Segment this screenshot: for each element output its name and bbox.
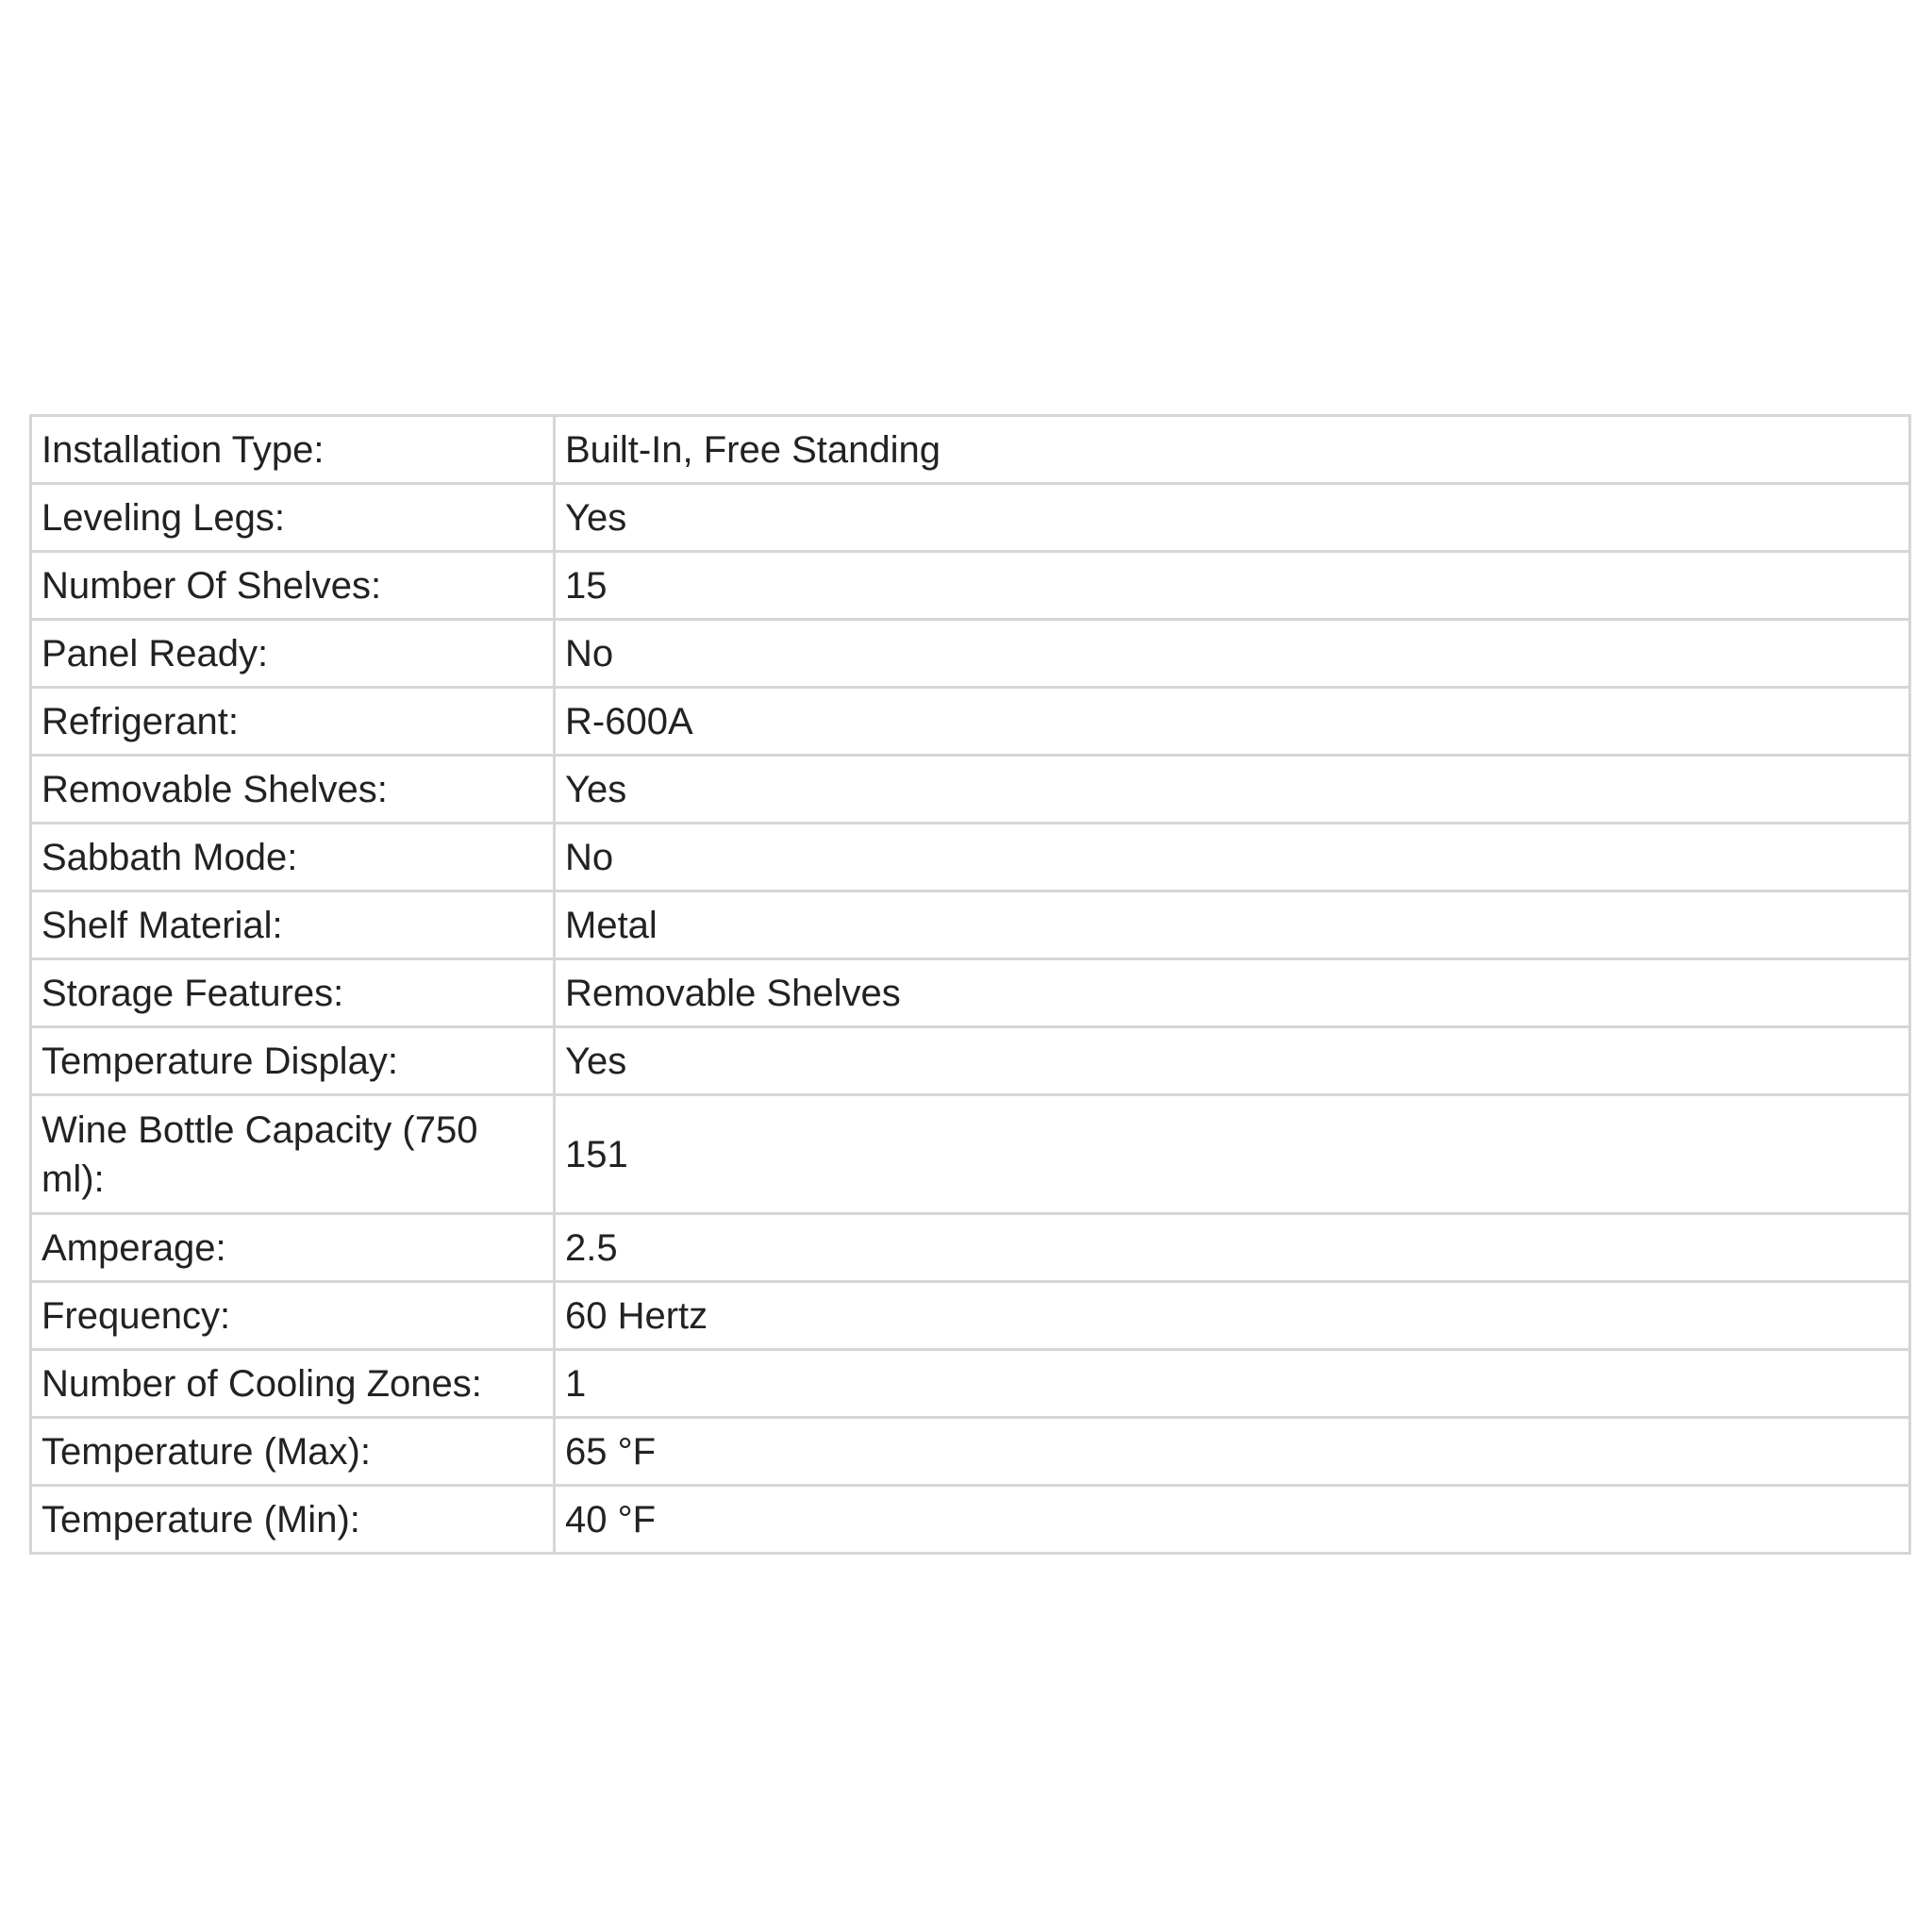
spec-value: Yes: [555, 1027, 1910, 1095]
spec-value: R-600A: [555, 688, 1910, 756]
spec-label: Wine Bottle Capacity (750 ml):: [31, 1095, 555, 1214]
spec-value: 15: [555, 552, 1910, 620]
spec-label: Temperature (Min):: [31, 1486, 555, 1554]
spec-value: Yes: [555, 484, 1910, 552]
table-row: [31, 1214, 1910, 1282]
table-row: [31, 1350, 1910, 1418]
spec-label: Frequency:: [31, 1282, 555, 1350]
table-row: [31, 1486, 1910, 1554]
table-row: [31, 1282, 1910, 1350]
spec-value: Metal: [555, 891, 1910, 959]
spec-label: Removable Shelves:: [31, 756, 555, 824]
spec-label: Storage Features:: [31, 959, 555, 1027]
spec-value: No: [555, 620, 1910, 688]
spec-label: Amperage:: [31, 1214, 555, 1282]
spec-label: Shelf Material:: [31, 891, 555, 959]
spec-value: Built-In, Free Standing: [555, 416, 1910, 484]
table-row: [31, 1095, 1910, 1214]
spec-value: Yes: [555, 756, 1910, 824]
spec-label: Refrigerant:: [31, 688, 555, 756]
table-row: [31, 891, 1910, 959]
table-row: [31, 484, 1910, 552]
spec-value: 65 °F: [555, 1418, 1910, 1486]
spec-label: Number Of Shelves:: [31, 552, 555, 620]
table-row: [31, 620, 1910, 688]
spec-value: 151: [555, 1095, 1910, 1214]
table-row: [31, 959, 1910, 1027]
table-row: [31, 552, 1910, 620]
specifications-table: [29, 414, 1911, 1555]
spec-label: Panel Ready:: [31, 620, 555, 688]
spec-label: Temperature (Max):: [31, 1418, 555, 1486]
table-row: [31, 756, 1910, 824]
table-row: [31, 688, 1910, 756]
table-row: [31, 416, 1910, 484]
spec-value: 2.5: [555, 1214, 1910, 1282]
table-row: [31, 824, 1910, 891]
spec-label: Leveling Legs:: [31, 484, 555, 552]
spec-label: Sabbath Mode:: [31, 824, 555, 891]
table-row: [31, 1418, 1910, 1486]
spec-value: 1: [555, 1350, 1910, 1418]
spec-value: 60 Hertz: [555, 1282, 1910, 1350]
table-row: [31, 1027, 1910, 1095]
spec-value: 40 °F: [555, 1486, 1910, 1554]
spec-label: Installation Type:: [31, 416, 555, 484]
spec-value: No: [555, 824, 1910, 891]
spec-label: Temperature Display:: [31, 1027, 555, 1095]
spec-value: Removable Shelves: [555, 959, 1910, 1027]
spec-label: Number of Cooling Zones:: [31, 1350, 555, 1418]
